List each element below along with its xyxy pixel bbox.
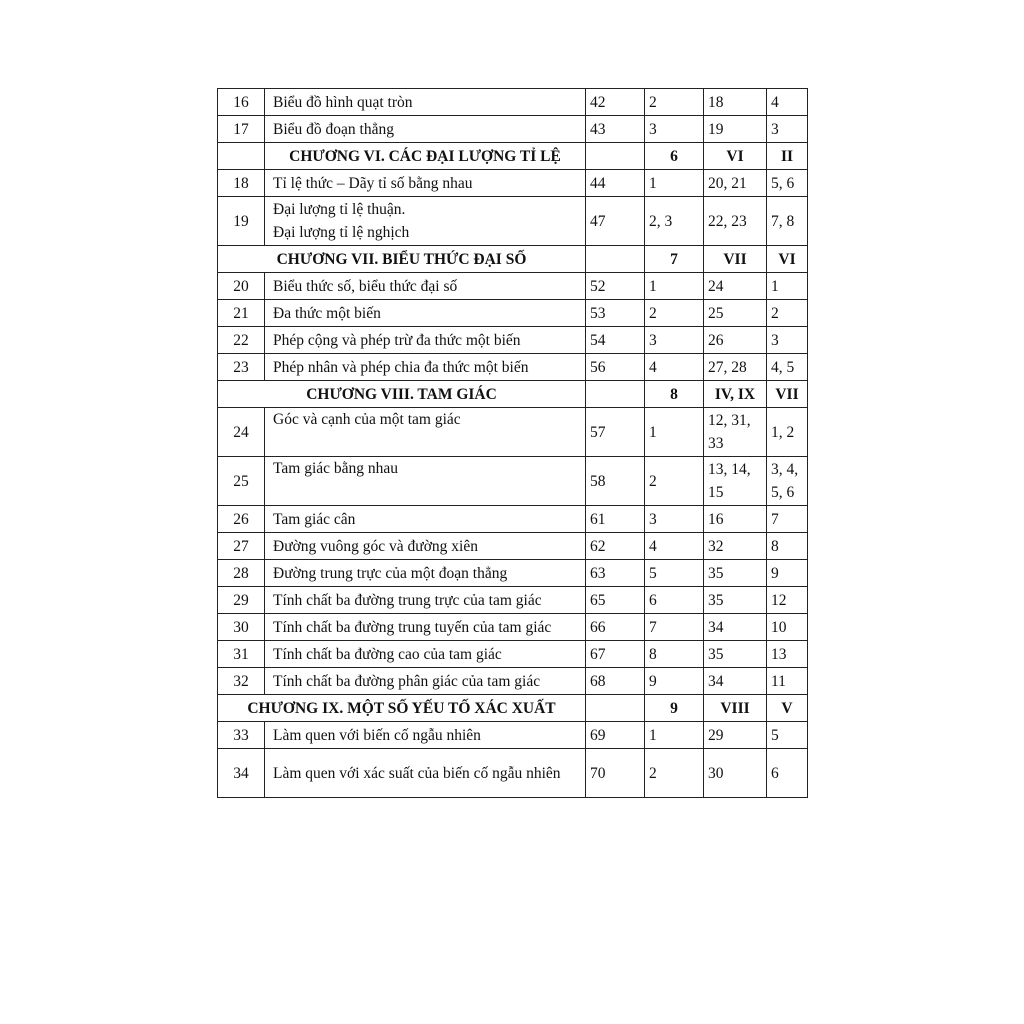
lesson-col-3: 27, 28 [704,354,767,381]
lesson-number: 16 [218,89,265,116]
lesson-col-2: 2, 3 [645,197,704,246]
lesson-col-3: 25 [704,300,767,327]
lesson-col-2: 2 [645,749,704,798]
lesson-col-2: 2 [645,457,704,506]
lesson-col-2: 4 [645,533,704,560]
chapter-col-3: VIII [704,695,767,722]
lesson-name: Tính chất ba đường trung tuyến của tam giác [265,614,586,641]
lesson-col-4: 4, 5 [767,354,808,381]
lesson-col-3: 35 [704,560,767,587]
lesson-col-4: 5 [767,722,808,749]
lesson-row [218,722,808,749]
chapter-col-4: VII [767,381,808,408]
lesson-number: 19 [218,197,265,246]
lesson-col-3: 35 [704,641,767,668]
lesson-number: 21 [218,300,265,327]
lesson-row [218,668,808,695]
lesson-number: 32 [218,668,265,695]
page-number: 57 [586,408,645,457]
page-number: 68 [586,668,645,695]
page-number: 61 [586,506,645,533]
lesson-col-4: 3 [767,116,808,143]
lesson-row [218,197,808,246]
chapter-row [218,143,808,170]
lesson-col-2: 2 [645,89,704,116]
lesson-number: 33 [218,722,265,749]
chapter-title: CHƯƠNG IX. MỘT SỐ YẾU TỐ XÁC XUẤT [218,695,586,722]
lesson-name: Tam giác bằng nhau [265,457,586,506]
lesson-col-2: 5 [645,560,704,587]
lesson-col-3: 30 [704,749,767,798]
lesson-col-4: 5, 6 [767,170,808,197]
lesson-name: Biểu đồ đoạn thẳng [265,116,586,143]
lesson-col-2: 1 [645,722,704,749]
chapter-title: CHƯƠNG VI. CÁC ĐẠI LƯỢNG TỈ LỆ [265,143,586,170]
lesson-row [218,273,808,300]
page-cell [586,695,645,722]
lesson-col-3: 24 [704,273,767,300]
chapter-col-2: 8 [645,381,704,408]
lesson-row [218,327,808,354]
lesson-name: Tỉ lệ thức – Dãy tỉ số bằng nhau [265,170,586,197]
lesson-col-4: 8 [767,533,808,560]
lesson-name: Phép cộng và phép trừ đa thức một biến [265,327,586,354]
page-cell [586,381,645,408]
chapter-title: CHƯƠNG VIII. TAM GIÁC [218,381,586,408]
lesson-col-2: 9 [645,668,704,695]
page-number: 66 [586,614,645,641]
lesson-number: 23 [218,354,265,381]
lesson-number: 18 [218,170,265,197]
lesson-table [217,88,808,798]
lesson-row [218,560,808,587]
lesson-col-3: 13, 14, 15 [704,457,767,506]
lesson-col-2: 6 [645,587,704,614]
chapter-col-3: VII [704,246,767,273]
page-number: 70 [586,749,645,798]
page-number: 44 [586,170,645,197]
lesson-col-4: 1 [767,273,808,300]
lesson-col-4: 6 [767,749,808,798]
page-cell [586,246,645,273]
page-number: 65 [586,587,645,614]
lesson-name: Tính chất ba đường trung trực của tam giác [265,587,586,614]
lesson-col-2: 4 [645,354,704,381]
lesson-number: 28 [218,560,265,587]
page-number: 63 [586,560,645,587]
lesson-number: 24 [218,408,265,457]
page-number: 47 [586,197,645,246]
lesson-col-4: 11 [767,668,808,695]
lesson-row [218,116,808,143]
page-number: 56 [586,354,645,381]
lesson-col-4: 3 [767,327,808,354]
lesson-col-2: 1 [645,170,704,197]
lesson-col-4: 9 [767,560,808,587]
lesson-row [218,457,808,506]
chapter-row [218,381,808,408]
lesson-name: Biểu đồ hình quạt tròn [265,89,586,116]
lesson-number: 31 [218,641,265,668]
lesson-col-4: 10 [767,614,808,641]
lesson-row [218,170,808,197]
lesson-row [218,408,808,457]
lesson-row [218,749,808,798]
chapter-col-4: II [767,143,808,170]
page-number: 43 [586,116,645,143]
lesson-col-4: 13 [767,641,808,668]
lesson-number: 22 [218,327,265,354]
lesson-col-4: 4 [767,89,808,116]
page-number: 58 [586,457,645,506]
lesson-row [218,587,808,614]
lesson-name: Biểu thức số, biểu thức đại số [265,273,586,300]
lesson-row [218,506,808,533]
lesson-col-4: 7 [767,506,808,533]
lesson-table-body [218,89,808,798]
lesson-col-3: 32 [704,533,767,560]
chapter-col-3: VI [704,143,767,170]
page-number: 67 [586,641,645,668]
lesson-col-4: 12 [767,587,808,614]
lesson-name: Phép nhân và phép chia đa thức một biến [265,354,586,381]
chapter-col-2: 7 [645,246,704,273]
lesson-col-4: 7, 8 [767,197,808,246]
lesson-row [218,354,808,381]
page-number: 62 [586,533,645,560]
lesson-number: 29 [218,587,265,614]
lesson-name: Đường trung trực của một đoạn thẳng [265,560,586,587]
page-number: 52 [586,273,645,300]
lesson-col-2: 3 [645,506,704,533]
lesson-name: Đa thức một biến [265,300,586,327]
page-number: 69 [586,722,645,749]
lesson-row [218,614,808,641]
lesson-col-3: 18 [704,89,767,116]
lesson-col-2: 8 [645,641,704,668]
lesson-name: Đường vuông góc và đường xiên [265,533,586,560]
lesson-col-3: 16 [704,506,767,533]
chapter-col-4: VI [767,246,808,273]
lesson-name: Tam giác cân [265,506,586,533]
chapter-col-4: V [767,695,808,722]
page-number: 42 [586,89,645,116]
lesson-col-2: 1 [645,408,704,457]
lesson-col-4: 2 [767,300,808,327]
lesson-number-cell [218,143,265,170]
lesson-col-2: 7 [645,614,704,641]
lesson-name: Làm quen với biến cố ngẫu nhiên [265,722,586,749]
chapter-col-2: 6 [645,143,704,170]
lesson-col-3: 29 [704,722,767,749]
lesson-row [218,641,808,668]
chapter-col-3: IV, IX [704,381,767,408]
lesson-col-3: 22, 23 [704,197,767,246]
lesson-number: 17 [218,116,265,143]
lesson-number: 34 [218,749,265,798]
lesson-col-4: 1, 2 [767,408,808,457]
lesson-col-4: 3, 4, 5, 6 [767,457,808,506]
lesson-number: 26 [218,506,265,533]
lesson-col-2: 3 [645,327,704,354]
lesson-col-3: 26 [704,327,767,354]
lesson-name: Tính chất ba đường cao của tam giác [265,641,586,668]
lesson-row [218,533,808,560]
lesson-col-3: 12, 31, 33 [704,408,767,457]
lesson-name: Đại lượng tỉ lệ thuận. Đại lượng tỉ lệ nghịch [265,197,586,246]
lesson-number: 20 [218,273,265,300]
lesson-number: 25 [218,457,265,506]
lesson-col-2: 3 [645,116,704,143]
lesson-col-3: 34 [704,614,767,641]
page-cell [586,143,645,170]
lesson-number: 27 [218,533,265,560]
lesson-number: 30 [218,614,265,641]
lesson-col-2: 2 [645,300,704,327]
chapter-col-2: 9 [645,695,704,722]
lesson-col-3: 19 [704,116,767,143]
lesson-row [218,300,808,327]
lesson-col-3: 34 [704,668,767,695]
lesson-col-3: 35 [704,587,767,614]
chapter-row [218,695,808,722]
page-number: 53 [586,300,645,327]
lesson-name: Tính chất ba đường phân giác của tam giác [265,668,586,695]
lesson-name: Góc và cạnh của một tam giác [265,408,586,457]
lesson-col-2: 1 [645,273,704,300]
lesson-col-3: 20, 21 [704,170,767,197]
page-number: 54 [586,327,645,354]
chapter-row [218,246,808,273]
lesson-row [218,89,808,116]
chapter-title: CHƯƠNG VII. BIỂU THỨC ĐẠI SỐ [218,246,586,273]
lesson-name: Làm quen với xác suất của biến cố ngẫu nhiên [265,749,586,798]
